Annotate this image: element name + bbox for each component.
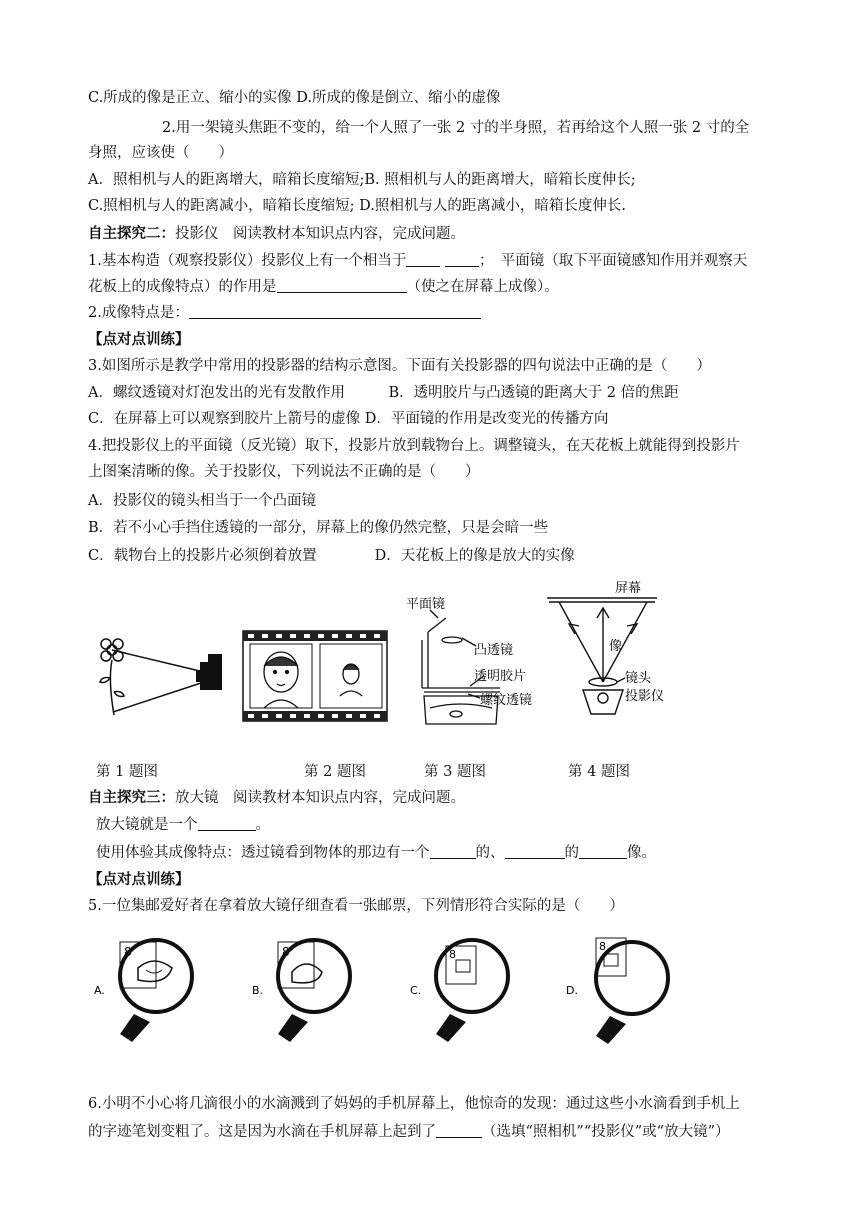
option-c-label: C. bbox=[410, 984, 422, 997]
feature-text-4: 像。 bbox=[627, 845, 656, 861]
fig4-label-screen: 屏幕 bbox=[615, 581, 642, 596]
figure-1-caption: 第 1 题图 bbox=[96, 764, 158, 780]
blank1-text-b: ； 平面镜（取下平面镜感知作用并观察天 bbox=[478, 253, 748, 269]
stamp-value-d: 8 bbox=[599, 940, 606, 953]
q4-option-cd: C．载物台上的投影片必须倒着放置 D．天花板上的像是放大的实像 bbox=[88, 548, 575, 564]
q6-stem-line2 bbox=[88, 1122, 729, 1142]
section2-heading bbox=[88, 224, 465, 244]
feature-text-2: 的、 bbox=[475, 845, 505, 861]
q6-stem-line1: 6.小明不小心将几滴很小的水滴溅到了妈妈的手机屏幕上，他惊奇的发现：通过这些小水滴看到手机上 bbox=[88, 1096, 740, 1112]
blank1-text-a: 1.基本构造（观察投影仪）投影仪上有一个相当于 bbox=[88, 253, 407, 269]
q3-stem: 3.如图所示是教学中常用的投影器的结构示意图。下面有关投影器的四句说法中正确的是（ ） bbox=[88, 358, 711, 374]
blank-3a[interactable] bbox=[198, 816, 256, 831]
feature-text-1: 使用体验其成像特点：透过镜看到物体的那边有一个 bbox=[96, 845, 430, 861]
stamp-value-c: 8 bbox=[449, 948, 456, 961]
q5-option-b-figure[interactable] bbox=[248, 930, 358, 1050]
option-b-label: B. bbox=[252, 984, 264, 997]
section2-title: 自主探究二： bbox=[88, 225, 175, 242]
training-heading-2: 【点对点训练】 bbox=[88, 871, 190, 888]
stamp-value-b: 8 bbox=[282, 945, 290, 959]
fig3-label-convex-lens: 凸透镜 bbox=[474, 643, 514, 658]
figure-2-caption: 第 2 题图 bbox=[304, 764, 366, 780]
figure-3-projector-structure bbox=[400, 596, 560, 728]
q6-text-b: （选填“照相机”“投影仪”或“放大镜”） bbox=[482, 1124, 730, 1140]
q5-option-d-figure[interactable] bbox=[562, 930, 672, 1050]
fig3-label-fresnel-lens: 螺纹透镜 bbox=[480, 693, 533, 708]
blank1-line1 bbox=[88, 251, 747, 271]
blank-3b[interactable] bbox=[430, 844, 476, 859]
blank1-line2 bbox=[88, 277, 559, 297]
blank-1c[interactable] bbox=[277, 278, 407, 293]
training-heading-1: 【点对点训练】 bbox=[88, 331, 190, 348]
blank-1a[interactable] bbox=[406, 252, 440, 267]
figure-4-projector-screen bbox=[545, 578, 685, 724]
q1-option-cd: C.所成的像是正立、缩小的实像 D.所成的像是倒立、缩小的虚像 bbox=[88, 90, 501, 106]
q2-stem-line2: 身照，应该使（ ） bbox=[88, 145, 233, 161]
fig3-label-film: 透明胶片 bbox=[474, 669, 527, 684]
magnifier-feature-line bbox=[96, 843, 656, 863]
figure-3-caption: 第 3 题图 bbox=[424, 764, 486, 780]
q3-option-ab: A．螺纹透镜对灯泡发出的光有发散作用 B．透明胶片与凸透镜的距离大于 2 倍的焦距 bbox=[88, 385, 679, 401]
option-d-label: D. bbox=[566, 984, 578, 997]
blank1-text-c: 花板上的成像特点）的作用是 bbox=[88, 279, 277, 295]
blank-3d[interactable] bbox=[579, 844, 627, 859]
q5-stem: 5.一位集邮爱好者在拿着放大镜仔细查看一张邮票，下列情形符合实际的是（ ） bbox=[88, 898, 624, 914]
feature-text-3: 的 bbox=[564, 845, 579, 861]
section3-title: 自主探究三： bbox=[88, 789, 175, 806]
blank2-text: 2.成像特点是： bbox=[88, 305, 189, 321]
blank-2[interactable] bbox=[189, 304, 481, 319]
blank-3c[interactable] bbox=[505, 844, 565, 859]
magnifier-text: 放大镜就是一个 bbox=[96, 817, 198, 833]
section2-intro: 投影仪 阅读教材本知识点内容，完成问题。 bbox=[175, 226, 465, 242]
q4-stem-line1: 4.把投影仪上的平面镜（反光镜）取下，投影片放到载物台上。调整镜头，在天花板上就能得到投影片 bbox=[88, 438, 740, 454]
blank2-line bbox=[88, 303, 481, 323]
q6-text-a: 的字迹笔划变粗了。这是因为水滴在手机屏幕上起到了 bbox=[88, 1124, 436, 1140]
fig3-label-mirror: 平面镜 bbox=[406, 597, 446, 612]
option-a-label: A. bbox=[94, 984, 105, 997]
q3-option-cd: C．在屏幕上可以观察到胶片上箭号的虚像 D．平面镜的作用是改变光的传播方向 bbox=[88, 411, 609, 427]
blank1-text-d: （使之在屏幕上成像）。 bbox=[406, 279, 559, 295]
q4-stem-line2: 上图案清晰的像。关于投影仪，下列说法不正确的是（ ） bbox=[88, 464, 480, 480]
q2-stem-line1: 2.用一架镜头焦距不变的，给一个人照了一张 2 寸的半身照，若再给这个人照一张 2 寸的全 bbox=[162, 120, 750, 136]
fig4-label-projector: 投影仪 bbox=[625, 689, 665, 704]
q5-option-a-figure[interactable] bbox=[90, 930, 200, 1050]
figure-1-camera bbox=[96, 620, 236, 720]
magnifier-blank-line: 放大镜就是一个 。 bbox=[96, 817, 270, 833]
blank-6[interactable] bbox=[436, 1123, 482, 1138]
q4-option-a: A．投影仪的镜头相当于一个凸面镜 bbox=[88, 493, 316, 509]
q2-option-cd: C.照相机与人的距离减小，暗箱长度缩短; D.照相机与人的距离减小，暗箱长度伸长. bbox=[88, 198, 627, 214]
figure-2-film bbox=[242, 630, 388, 722]
fig4-label-image: 像 bbox=[609, 639, 623, 654]
blank-1b[interactable] bbox=[445, 252, 479, 267]
q5-option-c-figure[interactable] bbox=[406, 930, 516, 1050]
q4-option-b: B．若不小心手挡住透镜的一部分，屏幕上的像仍然完整，只是会暗一些 bbox=[88, 520, 549, 536]
section3-intro: 放大镜 阅读教材本知识点内容，完成问题。 bbox=[175, 790, 465, 806]
fig4-label-lens: 镜头 bbox=[625, 671, 652, 686]
stamp-value-a: 8 bbox=[124, 945, 132, 959]
section3-heading bbox=[88, 788, 465, 808]
figure-4-caption: 第 4 题图 bbox=[568, 764, 630, 780]
q2-option-ab: A．照相机与人的距离增大，暗箱长度缩短;B. 照相机与人的距离增大，暗箱长度伸长; bbox=[88, 172, 636, 188]
